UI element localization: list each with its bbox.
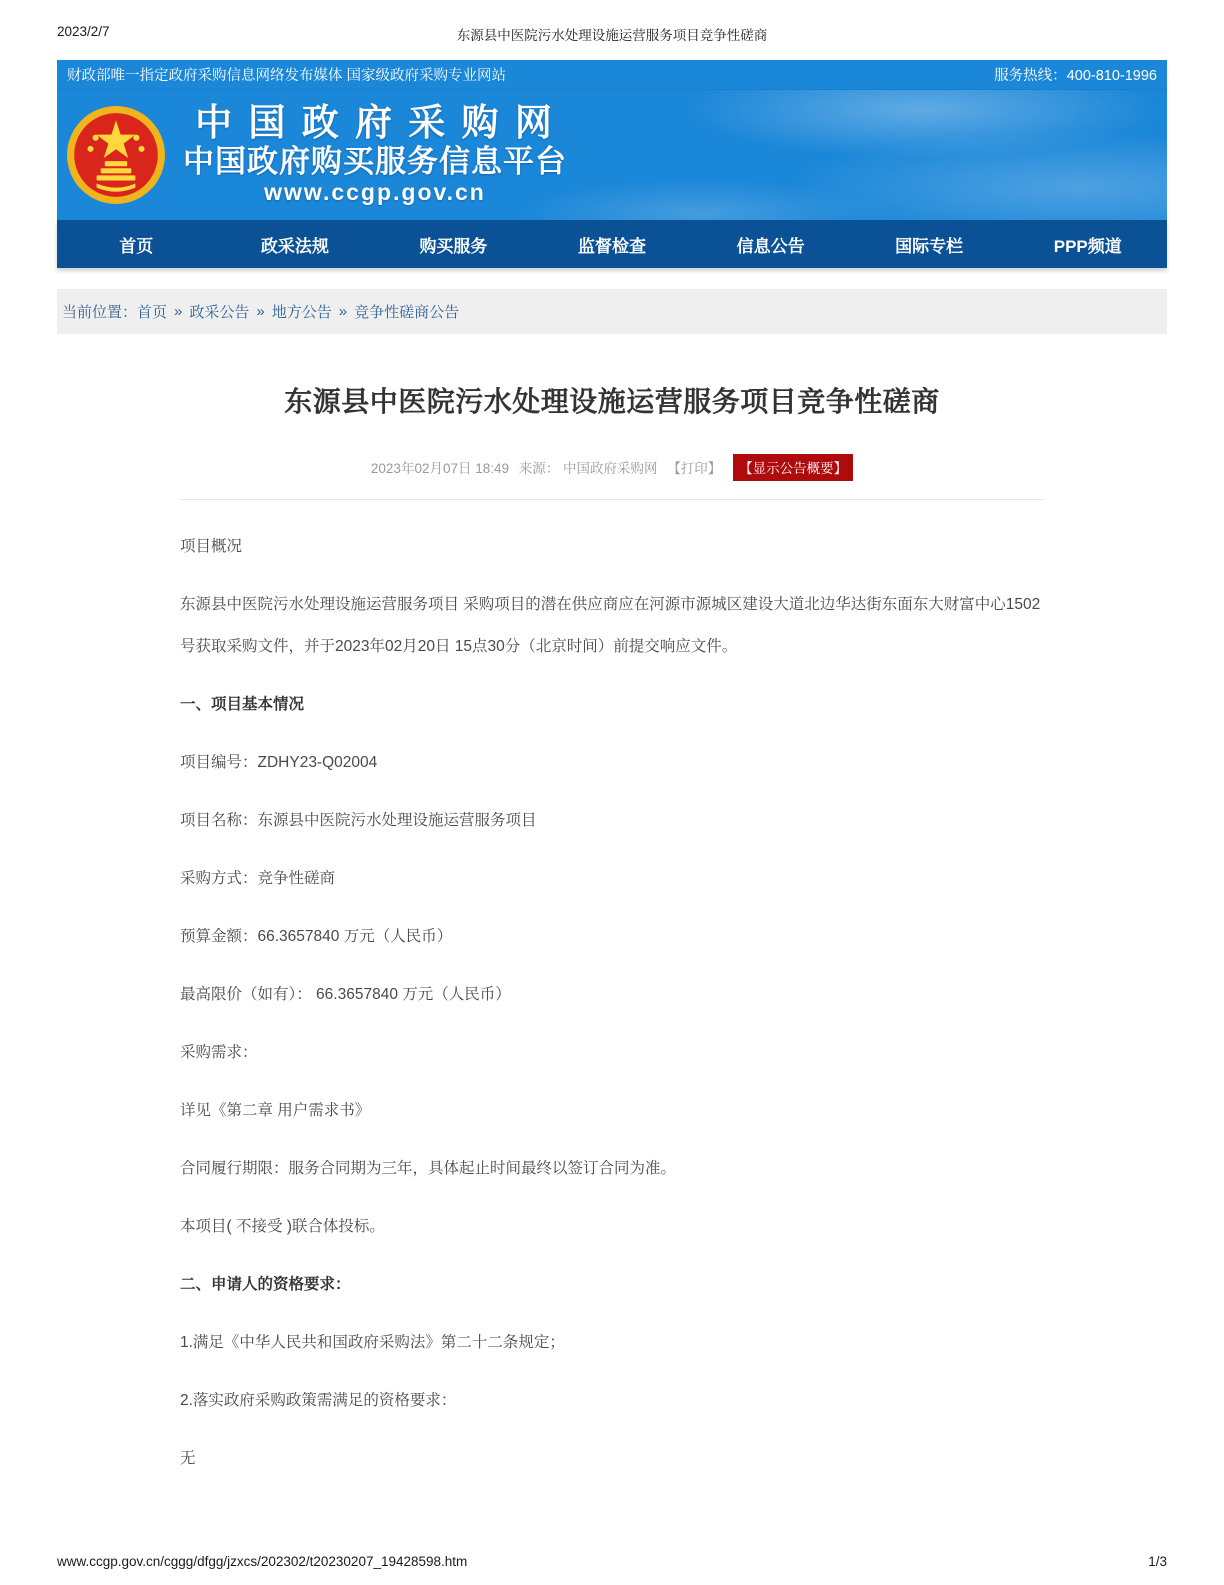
service-hotline: 服务热线：400-810-1996: [994, 68, 1157, 84]
article-title: 东源县中医院污水处理设施运营服务项目竞争性磋商: [284, 386, 940, 417]
site-subtitle: 中国政府购买服务信息平台: [183, 143, 567, 179]
main-nav: [57, 220, 1167, 268]
article-paragraph: 最高限价（如有）： 66.3657840 万元（人民币）: [180, 986, 511, 1003]
print-date: 2023/2/7: [57, 24, 110, 39]
article-source-label: 来源：: [518, 461, 560, 476]
article-paragraph: 2.落实政府采购政策需满足的资格要求：: [180, 1392, 457, 1409]
article-paragraph: 采购方式：竞争性磋商: [180, 870, 336, 887]
section-heading-applicant-qualifications: 二、申请人的资格要求：: [180, 1276, 351, 1293]
article-paragraph: 预算金额：66.3657840 万元（人民币）: [180, 928, 453, 945]
site-tagline: 财政部唯一指定政府采购信息网络发布媒体 国家级政府采购专业网站: [67, 68, 507, 84]
breadcrumb-separator: »: [174, 303, 183, 320]
breadcrumb-procurement-notices[interactable]: 政采公告: [189, 304, 250, 321]
nav-item-home[interactable]: 首页: [119, 236, 154, 256]
nav-item-purchase-service[interactable]: 购买服务: [419, 236, 488, 256]
print-footer-url: www.ccgp.gov.cn/cggg/dfgg/jzxcs/202302/t20230207_19428598.htm: [57, 1554, 468, 1569]
top-strip: [57, 60, 1167, 90]
article-paragraph: 1.满足《中华人民共和国政府采购法》第二十二条规定；: [180, 1334, 565, 1351]
article-paragraph: 采购需求：: [180, 1044, 258, 1061]
breadcrumb-separator: »: [338, 303, 348, 320]
breadcrumb-home[interactable]: 首页: [137, 304, 168, 321]
show-summary-button[interactable]: 【显示公告概要】: [733, 454, 853, 481]
nav-item-ppp-channel[interactable]: PPP频道: [1053, 236, 1122, 256]
article: [180, 380, 1044, 1480]
article-paragraph: 项目概况: [180, 538, 243, 555]
national-emblem-icon: [65, 104, 167, 206]
breadcrumb-label: 当前位置：: [62, 304, 138, 321]
breadcrumb: [57, 289, 1167, 334]
breadcrumb-separator: »: [256, 303, 265, 320]
print-footer: [57, 1554, 1167, 1569]
article-paragraph: 本项目( 不接受 )联合体投标。: [180, 1218, 385, 1235]
site-logo-text: [183, 103, 567, 207]
article-paragraph: 项目编号：ZDHY23-Q02004: [180, 754, 378, 771]
article-paragraph: 项目名称：东源县中医院污水处理设施运营服务项目: [180, 812, 537, 829]
print-page-number: 1/3: [1148, 1554, 1167, 1569]
nav-item-announcements[interactable]: 信息公告: [736, 236, 805, 256]
site-frame: [57, 60, 1167, 334]
article-source: 中国政府采购网: [563, 461, 658, 476]
print-button[interactable]: 【打印】: [667, 461, 722, 476]
article-datetime: 2023年02月07日 18:49: [370, 461, 510, 476]
article-paragraph: 详见《第二章 用户需求书》: [180, 1102, 371, 1119]
nav-item-supervision[interactable]: 监督检查: [578, 236, 647, 256]
breadcrumb-local-notices[interactable]: 地方公告: [271, 304, 332, 321]
print-header: [0, 0, 1224, 60]
print-page-title: 东源县中医院污水处理设施运营服务项目竞争性磋商: [456, 28, 768, 43]
site-url: www.ccgp.gov.cn: [264, 179, 486, 206]
site-name: 中 国 政 府 采 购 网: [195, 102, 555, 144]
article-body: [180, 526, 1044, 1480]
breadcrumb-competitive-negotiation[interactable]: 竞争性磋商公告: [354, 304, 460, 321]
article-paragraph: 合同履行期限：服务合同期为三年，具体起止时间最终以签订合同为准。: [180, 1160, 677, 1177]
section-heading-basic-info: 一、项目基本情况: [180, 696, 305, 713]
nav-item-international[interactable]: 国际专栏: [895, 236, 964, 256]
article-meta: [180, 454, 1044, 481]
nav-item-regulations[interactable]: 政采法规: [260, 236, 329, 256]
article-paragraph: 无: [180, 1450, 196, 1467]
site-banner: [57, 90, 1167, 220]
article-paragraph: 东源县中医院污水处理设施运营服务项目 采购项目的潜在供应商应在河源市源城区建设大道北边华达街东面东大财富中心1502号获取采购文件，并于2023年02月20日 15点30分（北京时间）前提交响应文件。: [180, 596, 1041, 655]
meta-divider: [180, 499, 1044, 500]
